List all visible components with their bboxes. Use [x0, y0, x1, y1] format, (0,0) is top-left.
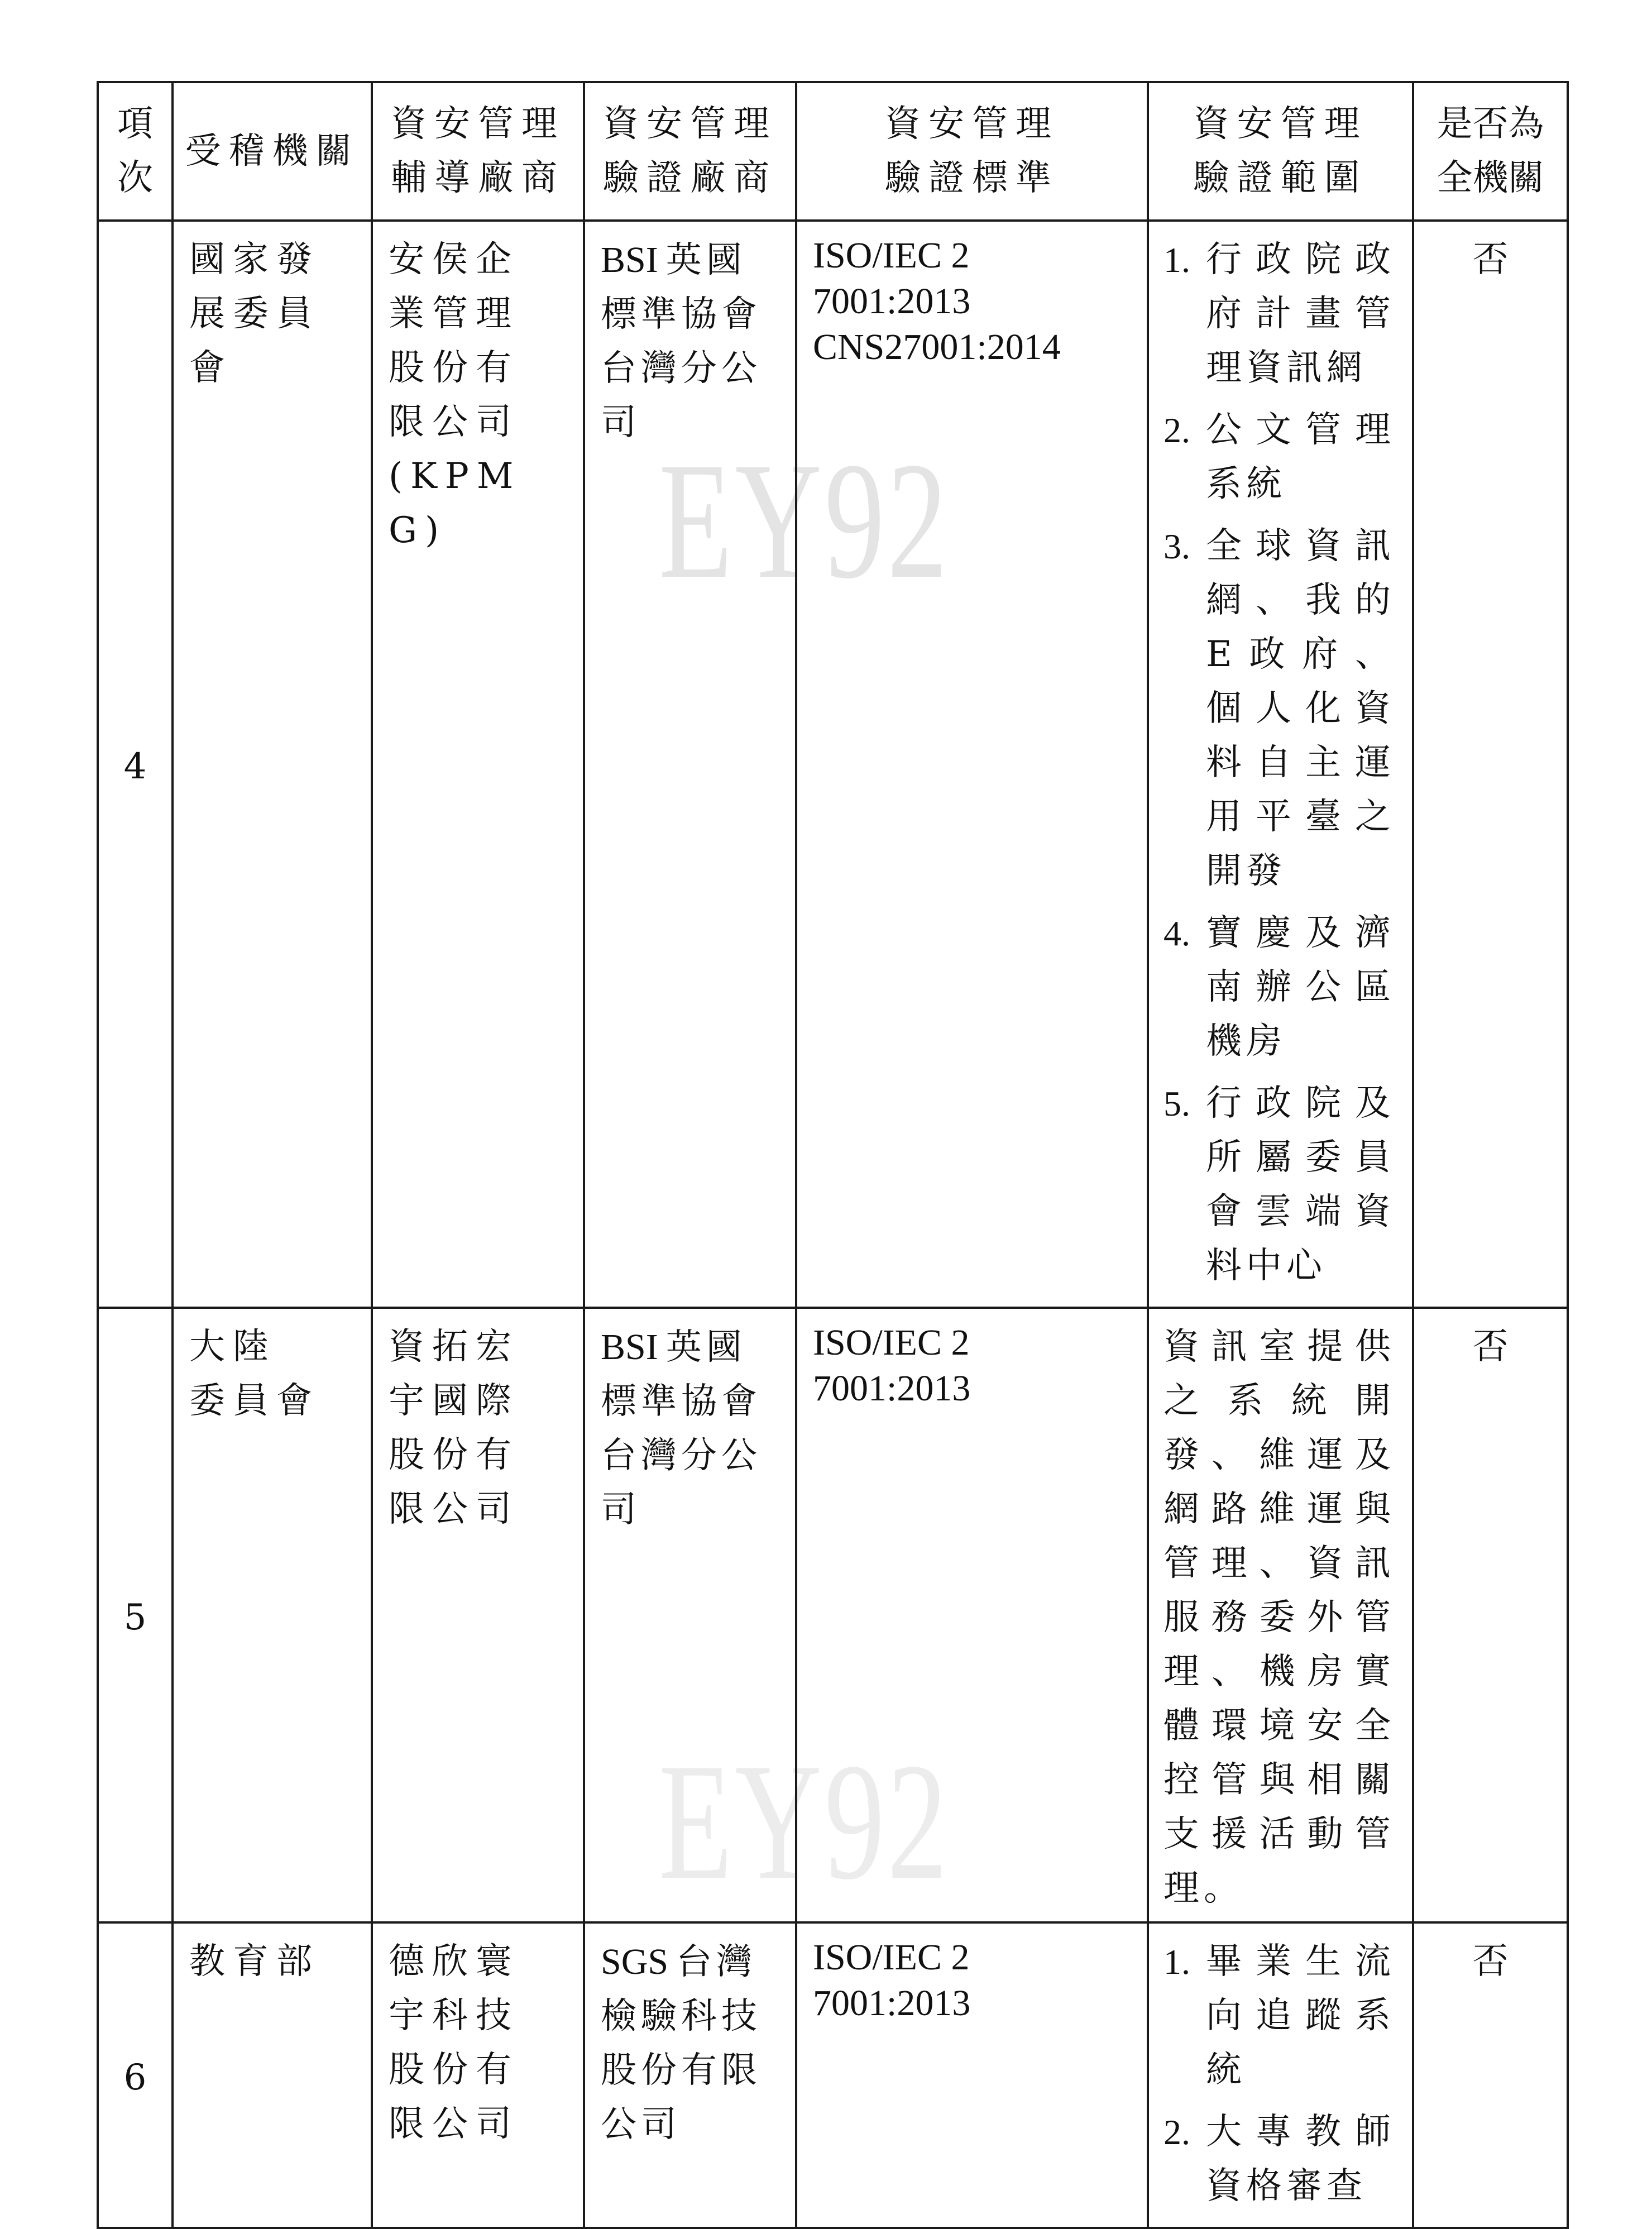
scope-item-number: 5.: [1163, 1084, 1190, 1123]
certifier-text: 英國標準協會台灣分公司: [601, 240, 762, 443]
certifier-text: 英國標準協會台灣分公司: [601, 1327, 762, 1530]
row-number: 5: [98, 1308, 173, 1922]
agency-cell: [173, 221, 372, 1308]
whole-agency-cell: 否: [1413, 221, 1568, 1308]
scope-cell: [1148, 221, 1413, 1308]
scope-item-number: 2.: [1163, 410, 1190, 450]
scope-item-text: 寶慶及濟南辦公區機房: [1206, 912, 1395, 1062]
header-scope: 資安管理 驗證範圍: [1148, 82, 1413, 221]
certifier-cell: [584, 1922, 796, 2228]
agency-text: 教育部: [189, 1941, 320, 1982]
scope-cell: [1148, 1922, 1413, 2228]
row-number: 6: [98, 1922, 173, 2228]
scope-item: [1163, 906, 1395, 1069]
header-standard: 資安管理 驗證標準: [796, 82, 1148, 221]
certifier-cell: [584, 1308, 796, 1922]
watermark: EY92: [659, 428, 950, 613]
whole-agency-cell: 否: [1413, 1922, 1568, 2228]
row-number: 4: [98, 221, 173, 1308]
audit-table: [97, 81, 1569, 2229]
scope-item-number: 1.: [1163, 240, 1190, 280]
header-whole: 是否為 全機關: [1413, 82, 1568, 221]
scope-item-text: 全球資訊網、我的E政府、個人化資料自主運用平臺之開發: [1206, 525, 1395, 892]
consultant-cell: [372, 1922, 584, 2228]
standard-cell: [796, 221, 1148, 1308]
consultant-text: 德欣寰宇科技股份有限公司: [389, 1941, 519, 2145]
scope-item: [1163, 233, 1395, 395]
standard-cell: [796, 1308, 1148, 1922]
scope-item: [1163, 519, 1395, 898]
scope-item: [1163, 1077, 1395, 1293]
header-agency: 受稽機關: [173, 82, 372, 221]
agency-cell: [173, 1922, 372, 2228]
table-row: [98, 221, 1568, 1308]
scope-item-text: 畢業生流向追蹤系統: [1206, 1941, 1395, 2091]
scope-item: [1163, 1935, 1395, 2097]
certifier-text: 台灣檢驗科技股份有限公司: [601, 1941, 762, 2145]
scope-item-number: 1.: [1163, 1942, 1190, 1982]
scope-list: [1163, 1935, 1395, 2213]
consultant-text: 資拓宏宇國際股份有限公司: [389, 1326, 519, 1530]
agency-text: 大陸 委員會: [189, 1326, 320, 1422]
table-row: [98, 1308, 1568, 1922]
scope-text: 資訊室提供之系統開發、維運及網路維運與管理、資訊服務委外管理、機房實體環境安全控管與相關支援活動管理。: [1163, 1326, 1395, 1909]
scope-item-text: 大專教師資格審查: [1206, 2111, 1395, 2207]
header-certifier: 資安管理 驗證廠商: [584, 82, 796, 221]
scope-item-text: 公文管理系統: [1206, 409, 1395, 505]
scope-item-number: 2.: [1163, 2112, 1190, 2152]
standard-cell: [796, 1922, 1148, 2228]
whole-agency-cell: 否: [1413, 1308, 1568, 1922]
agency-text: 國家發展委員會: [189, 239, 320, 389]
table-row: [98, 1922, 1568, 2228]
certifier-prefix: SGS: [601, 1941, 669, 1982]
header-consultant: 資安管理 輔導廠商: [372, 82, 584, 221]
scope-cell: [1148, 1308, 1413, 1922]
scope-item-text: 行政院政府計畫管理資訊網: [1206, 239, 1395, 389]
consultant-cell: [372, 221, 584, 1308]
certifier-prefix: BSI: [601, 1327, 658, 1367]
standard-line: CNS27001:2014: [813, 327, 1061, 367]
scope-item: [1163, 403, 1395, 511]
consultant-cell: [372, 1308, 584, 1922]
standard-line: ISO/IEC 27001:2013: [813, 235, 971, 322]
watermark: EY92: [659, 1729, 950, 1914]
scope-list: [1163, 233, 1395, 1293]
standard-line: ISO/IEC 27001:2013: [813, 1322, 971, 1409]
header-no: 項 次: [98, 82, 173, 221]
scope-item-text: 行政院及所屬委員會雲端資料中心: [1206, 1083, 1395, 1286]
consultant-text: 安侯企業管理股份有限公司(KPMG): [389, 239, 521, 551]
scope-item-number: 4.: [1163, 913, 1190, 953]
scope-item-number: 3.: [1163, 527, 1190, 566]
certifier-cell: [584, 221, 796, 1308]
certifier-prefix: BSI: [601, 240, 658, 280]
scope-item: [1163, 2105, 1395, 2213]
header-row: [98, 82, 1568, 221]
standard-line: ISO/IEC 27001:2013: [813, 1937, 971, 2024]
agency-cell: [173, 1308, 372, 1922]
